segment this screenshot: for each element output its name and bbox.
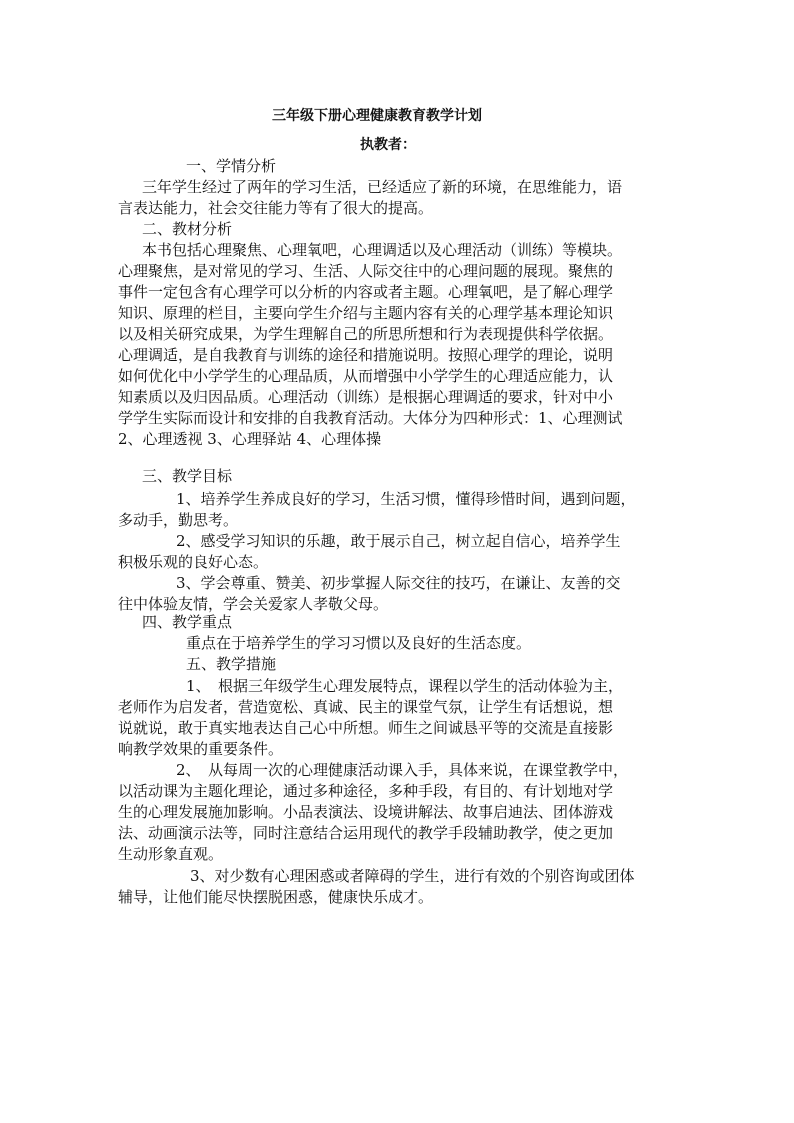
paragraph-line: 本书包括心理聚焦、心理氧吧，心理调适以及心理活动（训练）等模块。 [142,241,623,259]
paragraph-line: 辅导，让他们能尽快摆脱困惑，健康快乐成才。 [118,888,434,906]
section-heading-1: 一、学情分析 [186,157,277,175]
paragraph-line: 重点在于培养学生的学习习惯以及良好的生活态度。 [186,634,532,652]
author-label: 执教者： [360,137,416,153]
paragraph-line: 3、学会尊重、赞美、初步掌握人际交往的技巧，在谦让、友善的交 [176,574,621,592]
paragraph-line: 以及相关研究成果，为学生理解自己的所思所想和行为表现提供科学依据。 [118,325,614,343]
section-heading-3: 三、教学目标 [142,467,233,485]
paragraph-line: 心理聚焦，是对常见的学习、生活、人际交往中的心理问题的展现。聚焦的 [118,262,614,280]
paragraph-line: 事件一定包含有心理学可以分析的内容或者主题。心理氧吧，是了解心理学 [118,283,614,301]
paragraph-line: 知识、原理的栏目，主要向学生介绍与主题内容有关的心理学基本理论知识 [118,304,614,322]
section-heading-4: 四、教学重点 [142,613,233,631]
paragraph-line: 生的心理发展施加影响。小品表演法、设境讲解法、故事启迪法、团体游戏 [118,803,614,821]
paragraph-line: 2、 从每周一次的心理健康活动课入手，具体来说，在课堂教学中， [176,761,629,779]
paragraph-line: 2、心理透视 3、心理驿站 4、心理体操 [118,430,382,448]
paragraph-line: 心理调适，是自我教育与训练的途径和措施说明。按照心理学的理论，说明 [118,346,614,364]
paragraph-line: 三年学生经过了两年的学习生活，已经适应了新的环境，在思维能力，语 [142,178,623,196]
paragraph-line: 多动手，勤思考。 [118,511,239,529]
paragraph-line: 以活动课为主题化理论，通过多种途径，多种手段，有目的、有计划地对学 [118,782,614,800]
paragraph-line: 老师作为启发者，营造宽松、真诚、民主的课堂气氛，让学生有话想说，想 [118,698,614,716]
document-title: 三年级下册心理健康教育教学计划 [272,108,482,124]
paragraph-line: 言表达能力，社会交往能力等有了很大的提高。 [118,199,434,217]
paragraph-line: 如何优化中小学学生的心理品质，从而增强中小学学生的心理适应能力，认 [118,367,614,385]
paragraph-line: 生动形象直观。 [118,845,224,863]
paragraph-line: 积极乐观的良好心态。 [118,553,269,571]
paragraph-line: 1、 根据三年级学生心理发展特点，课程以学生的活动体验为主， [186,677,624,695]
paragraph-line: 法、动画演示法等，同时注意结合运用现代的教学手段辅助教学，使之更加 [118,824,614,842]
paragraph-line: 说就说，敢于真实地表达自己心中所想。师生之间诚恳平等的交流是直接影 [118,719,614,737]
paragraph-line: 响教学效果的重要条件。 [118,740,284,758]
section-heading-5: 五、教学措施 [186,655,277,673]
paragraph-line: 2、感受学习知识的乐趣，敢于展示自己，树立起自信心，培养学生 [176,532,621,550]
paragraph-line: 3、对少数有心理困惑或者障碍的学生，进行有效的个别咨询或团体 [190,867,635,885]
paragraph-line: 学学生实际而设计和安排的自我教育活动。大体分为四种形式：1、心理测试 [118,409,623,427]
paragraph-line: 1、培养学生养成良好的学习，生活习惯，懂得珍惜时间，遇到问题， [176,490,636,508]
section-heading-2: 二、教材分析 [142,220,233,238]
paragraph-line: 往中体验友情，学会关爱家人孝敬父母。 [118,595,389,613]
paragraph-line: 知素质以及归因品质。心理活动（训练）是根据心理调适的要求，针对中小 [118,388,614,406]
